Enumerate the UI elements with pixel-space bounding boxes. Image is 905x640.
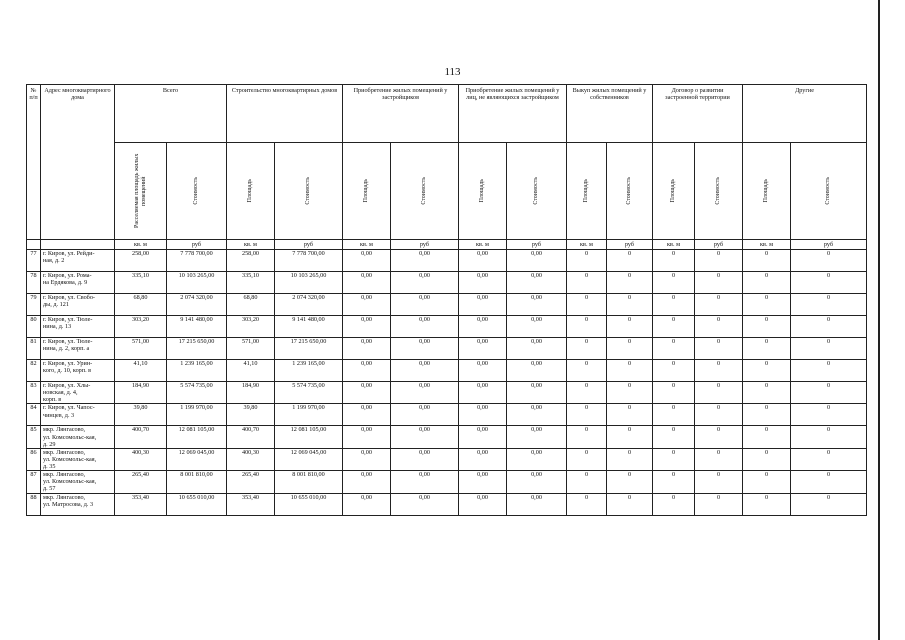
territory-area-cell: 0 bbox=[653, 294, 695, 316]
header-address: Адрес многоквартирного дома bbox=[41, 85, 115, 240]
row-number-cell: 84 bbox=[27, 404, 41, 426]
table-row bbox=[27, 316, 867, 338]
developers-area-cell: 0,00 bbox=[343, 316, 391, 338]
developers-cost-cell: 0,00 bbox=[391, 316, 459, 338]
territory-cost-cell: 0 bbox=[695, 272, 743, 294]
developers-cost-cell: 0,00 bbox=[391, 382, 459, 404]
total-cost-cell: 12 081 105,00 bbox=[167, 426, 227, 448]
non-developers-cost-cell: 0,00 bbox=[507, 294, 567, 316]
developers-area-cell: 0,00 bbox=[343, 272, 391, 294]
header-group-developers: Приобретение жилых помещений у застройщиков bbox=[343, 85, 459, 143]
non-developers-cost-cell: 0,00 bbox=[507, 426, 567, 448]
unit-sqm: кв. м bbox=[115, 240, 167, 250]
header-cost: Стоимость bbox=[275, 143, 343, 240]
non-developers-area-cell: 0,00 bbox=[459, 382, 507, 404]
construction-area-cell: 258,00 bbox=[227, 250, 275, 272]
unit-rub: руб bbox=[391, 240, 459, 250]
developers-area-cell: 0,00 bbox=[343, 294, 391, 316]
territory-area-cell: 0 bbox=[653, 426, 695, 448]
header-area: Площадь bbox=[567, 143, 607, 240]
table-row bbox=[27, 382, 867, 404]
developers-cost-cell: 0,00 bbox=[391, 338, 459, 360]
header-group-construction: Строительство многоквартирных домов bbox=[227, 85, 343, 143]
row-number-cell: 86 bbox=[27, 448, 41, 470]
buyout-area-cell: 0 bbox=[567, 493, 607, 515]
header-group-buyout: Выкуп жилых помещений у собственников bbox=[567, 85, 653, 143]
developers-area-cell: 0,00 bbox=[343, 360, 391, 382]
non-developers-area-cell: 0,00 bbox=[459, 493, 507, 515]
table-body bbox=[27, 250, 867, 516]
territory-cost-cell: 0 bbox=[695, 360, 743, 382]
total-area-cell: 353,40 bbox=[115, 493, 167, 515]
header-group-total: Всего bbox=[115, 85, 227, 143]
row-address-cell: мкр. Лянгасово, ул. Матросова, д. 3 bbox=[41, 493, 115, 515]
buyout-area-cell: 0 bbox=[567, 338, 607, 360]
territory-area-cell: 0 bbox=[653, 316, 695, 338]
construction-cost-cell: 17 215 650,00 bbox=[275, 338, 343, 360]
row-address-cell: г. Киров, ул. Урин- кого, д. 10, корп. в bbox=[41, 360, 115, 382]
total-area-cell: 400,70 bbox=[115, 426, 167, 448]
row-number-cell: 78 bbox=[27, 272, 41, 294]
other-cost-cell: 0 bbox=[791, 272, 867, 294]
buyout-cost-cell: 0 bbox=[607, 272, 653, 294]
units-row bbox=[27, 240, 867, 250]
non-developers-cost-cell: 0,00 bbox=[507, 404, 567, 426]
header-total-area: Расселяемая площадь жилых помещений bbox=[115, 143, 167, 240]
other-area-cell: 0 bbox=[743, 338, 791, 360]
row-address-cell: г. Киров, ул. Свобо- ды, д. 121 bbox=[41, 294, 115, 316]
developers-cost-cell: 0,00 bbox=[391, 360, 459, 382]
non-developers-area-cell: 0,00 bbox=[459, 471, 507, 493]
total-area-cell: 400,30 bbox=[115, 448, 167, 470]
construction-cost-cell: 12 069 045,00 bbox=[275, 448, 343, 470]
other-area-cell: 0 bbox=[743, 448, 791, 470]
resettlement-table bbox=[26, 84, 867, 516]
construction-area-cell: 265,40 bbox=[227, 471, 275, 493]
developers-area-cell: 0,00 bbox=[343, 448, 391, 470]
header-area: Площадь bbox=[227, 143, 275, 240]
total-cost-cell: 10 103 265,00 bbox=[167, 272, 227, 294]
non-developers-area-cell: 0,00 bbox=[459, 360, 507, 382]
construction-area-cell: 400,70 bbox=[227, 426, 275, 448]
developers-area-cell: 0,00 bbox=[343, 404, 391, 426]
construction-cost-cell: 9 141 480,00 bbox=[275, 316, 343, 338]
header-cost: Стоимость bbox=[391, 143, 459, 240]
other-cost-cell: 0 bbox=[791, 426, 867, 448]
non-developers-cost-cell: 0,00 bbox=[507, 493, 567, 515]
total-area-cell: 571,00 bbox=[115, 338, 167, 360]
total-area-cell: 39,80 bbox=[115, 404, 167, 426]
developers-area-cell: 0,00 bbox=[343, 426, 391, 448]
total-cost-cell: 1 199 970,00 bbox=[167, 404, 227, 426]
unit-sqm: кв. м bbox=[343, 240, 391, 250]
page-edge-line bbox=[878, 0, 880, 640]
header-cost: Стоимость bbox=[167, 143, 227, 240]
other-cost-cell: 0 bbox=[791, 404, 867, 426]
territory-cost-cell: 0 bbox=[695, 316, 743, 338]
buyout-cost-cell: 0 bbox=[607, 338, 653, 360]
unit-rub: руб bbox=[695, 240, 743, 250]
non-developers-area-cell: 0,00 bbox=[459, 404, 507, 426]
row-number-cell: 83 bbox=[27, 382, 41, 404]
non-developers-cost-cell: 0,00 bbox=[507, 471, 567, 493]
other-area-cell: 0 bbox=[743, 382, 791, 404]
row-number-cell: 82 bbox=[27, 360, 41, 382]
construction-area-cell: 571,00 bbox=[227, 338, 275, 360]
row-number-cell: 79 bbox=[27, 294, 41, 316]
construction-cost-cell: 10 103 265,00 bbox=[275, 272, 343, 294]
total-cost-cell: 7 778 700,00 bbox=[167, 250, 227, 272]
total-cost-cell: 8 001 810,00 bbox=[167, 471, 227, 493]
territory-area-cell: 0 bbox=[653, 272, 695, 294]
header-num: № п/п bbox=[27, 85, 41, 240]
territory-area-cell: 0 bbox=[653, 471, 695, 493]
construction-area-cell: 39,80 bbox=[227, 404, 275, 426]
table-row bbox=[27, 448, 867, 470]
non-developers-cost-cell: 0,00 bbox=[507, 250, 567, 272]
total-area-cell: 184,90 bbox=[115, 382, 167, 404]
other-cost-cell: 0 bbox=[791, 448, 867, 470]
developers-cost-cell: 0,00 bbox=[391, 250, 459, 272]
table-row bbox=[27, 404, 867, 426]
construction-cost-cell: 7 778 700,00 bbox=[275, 250, 343, 272]
row-address-cell: г. Киров, ул. Рейди- ная, д. 2 bbox=[41, 250, 115, 272]
construction-cost-cell: 10 655 010,00 bbox=[275, 493, 343, 515]
buyout-area-cell: 0 bbox=[567, 448, 607, 470]
row-number-cell: 85 bbox=[27, 426, 41, 448]
buyout-area-cell: 0 bbox=[567, 294, 607, 316]
construction-area-cell: 303,20 bbox=[227, 316, 275, 338]
construction-cost-cell: 8 001 810,00 bbox=[275, 471, 343, 493]
other-cost-cell: 0 bbox=[791, 382, 867, 404]
table-row bbox=[27, 493, 867, 515]
other-cost-cell: 0 bbox=[791, 493, 867, 515]
total-cost-cell: 5 574 735,00 bbox=[167, 382, 227, 404]
other-area-cell: 0 bbox=[743, 426, 791, 448]
developers-area-cell: 0,00 bbox=[343, 250, 391, 272]
unit-rub: руб bbox=[275, 240, 343, 250]
territory-area-cell: 0 bbox=[653, 493, 695, 515]
other-cost-cell: 0 bbox=[791, 250, 867, 272]
total-area-cell: 303,20 bbox=[115, 316, 167, 338]
construction-area-cell: 184,90 bbox=[227, 382, 275, 404]
territory-area-cell: 0 bbox=[653, 338, 695, 360]
territory-cost-cell: 0 bbox=[695, 250, 743, 272]
total-area-cell: 335,10 bbox=[115, 272, 167, 294]
row-address-cell: г. Киров, ул. Тюле- нина, д. 13 bbox=[41, 316, 115, 338]
territory-area-cell: 0 bbox=[653, 360, 695, 382]
header-cost: Стоимость bbox=[607, 143, 653, 240]
buyout-area-cell: 0 bbox=[567, 426, 607, 448]
non-developers-cost-cell: 0,00 bbox=[507, 272, 567, 294]
developers-cost-cell: 0,00 bbox=[391, 404, 459, 426]
developers-area-cell: 0,00 bbox=[343, 493, 391, 515]
territory-area-cell: 0 bbox=[653, 404, 695, 426]
territory-area-cell: 0 bbox=[653, 382, 695, 404]
non-developers-area-cell: 0,00 bbox=[459, 426, 507, 448]
non-developers-cost-cell: 0,00 bbox=[507, 448, 567, 470]
table-row bbox=[27, 426, 867, 448]
row-address-cell: мкр. Лянгасово, ул. Комсомольс-кая, д. 29 bbox=[41, 426, 115, 448]
row-address-cell: г. Киров, ул. Рома- на Ердякова, д. 9 bbox=[41, 272, 115, 294]
unit-rub: руб bbox=[507, 240, 567, 250]
other-cost-cell: 0 bbox=[791, 294, 867, 316]
header-cost: Стоимость bbox=[695, 143, 743, 240]
buyout-area-cell: 0 bbox=[567, 404, 607, 426]
buyout-cost-cell: 0 bbox=[607, 471, 653, 493]
table-row bbox=[27, 471, 867, 493]
unit-rub: руб bbox=[167, 240, 227, 250]
territory-cost-cell: 0 bbox=[695, 493, 743, 515]
row-number-cell: 77 bbox=[27, 250, 41, 272]
buyout-area-cell: 0 bbox=[567, 360, 607, 382]
page-number: 113 bbox=[444, 66, 461, 78]
total-area-cell: 258,00 bbox=[115, 250, 167, 272]
buyout-area-cell: 0 bbox=[567, 382, 607, 404]
unit-sqm: кв. м bbox=[227, 240, 275, 250]
developers-cost-cell: 0,00 bbox=[391, 426, 459, 448]
header-group-non-developers: Приобретение жилых помещений у лиц, не являющихся застройщиком bbox=[459, 85, 567, 143]
other-area-cell: 0 bbox=[743, 294, 791, 316]
construction-cost-cell: 12 081 105,00 bbox=[275, 426, 343, 448]
buyout-cost-cell: 0 bbox=[607, 382, 653, 404]
other-area-cell: 0 bbox=[743, 316, 791, 338]
non-developers-cost-cell: 0,00 bbox=[507, 338, 567, 360]
buyout-area-cell: 0 bbox=[567, 250, 607, 272]
row-address-cell: г. Киров, ул. Чапос- чинцев, д. 3 bbox=[41, 404, 115, 426]
other-area-cell: 0 bbox=[743, 272, 791, 294]
total-cost-cell: 9 141 480,00 bbox=[167, 316, 227, 338]
territory-cost-cell: 0 bbox=[695, 404, 743, 426]
header-group-territory: Договор о развитии застроенной территории bbox=[653, 85, 743, 143]
buyout-cost-cell: 0 bbox=[607, 360, 653, 382]
header-area: Площадь bbox=[653, 143, 695, 240]
unit-sqm: кв. м bbox=[743, 240, 791, 250]
construction-cost-cell: 2 074 320,00 bbox=[275, 294, 343, 316]
developers-cost-cell: 0,00 bbox=[391, 294, 459, 316]
construction-area-cell: 353,40 bbox=[227, 493, 275, 515]
other-area-cell: 0 bbox=[743, 471, 791, 493]
construction-area-cell: 41,10 bbox=[227, 360, 275, 382]
construction-cost-cell: 1 239 165,00 bbox=[275, 360, 343, 382]
non-developers-area-cell: 0,00 bbox=[459, 294, 507, 316]
non-developers-area-cell: 0,00 bbox=[459, 272, 507, 294]
unit-sqm: кв. м bbox=[567, 240, 607, 250]
header-row-subcolumns bbox=[27, 143, 867, 240]
total-area-cell: 68,80 bbox=[115, 294, 167, 316]
header-area: Площадь bbox=[343, 143, 391, 240]
territory-cost-cell: 0 bbox=[695, 448, 743, 470]
total-cost-cell: 17 215 650,00 bbox=[167, 338, 227, 360]
developers-cost-cell: 0,00 bbox=[391, 272, 459, 294]
table-row bbox=[27, 360, 867, 382]
total-area-cell: 265,40 bbox=[115, 471, 167, 493]
other-cost-cell: 0 bbox=[791, 471, 867, 493]
total-cost-cell: 2 074 320,00 bbox=[167, 294, 227, 316]
other-cost-cell: 0 bbox=[791, 360, 867, 382]
other-area-cell: 0 bbox=[743, 250, 791, 272]
row-address-cell: мкр. Лянгасово, ул. Комсомольс-кая, д. 35 bbox=[41, 448, 115, 470]
total-cost-cell: 10 655 010,00 bbox=[167, 493, 227, 515]
buyout-area-cell: 0 bbox=[567, 471, 607, 493]
row-address-cell: мкр. Лянгасово, ул. Комсомольс-кая, д. 57 bbox=[41, 471, 115, 493]
table-row bbox=[27, 294, 867, 316]
header-row-groups bbox=[27, 85, 867, 143]
row-address-cell: г. Киров, ул. Хлы- новская, д. 4, корп. в bbox=[41, 382, 115, 404]
row-number-cell: 87 bbox=[27, 471, 41, 493]
buyout-cost-cell: 0 bbox=[607, 493, 653, 515]
table-row bbox=[27, 272, 867, 294]
other-area-cell: 0 bbox=[743, 360, 791, 382]
header-area: Площадь bbox=[459, 143, 507, 240]
row-number-cell: 80 bbox=[27, 316, 41, 338]
total-cost-cell: 12 069 045,00 bbox=[167, 448, 227, 470]
non-developers-cost-cell: 0,00 bbox=[507, 360, 567, 382]
row-number-cell: 81 bbox=[27, 338, 41, 360]
buyout-cost-cell: 0 bbox=[607, 250, 653, 272]
header-group-other: Другие bbox=[743, 85, 867, 143]
header-cost: Стоимость bbox=[791, 143, 867, 240]
table-row bbox=[27, 338, 867, 360]
buyout-area-cell: 0 bbox=[567, 316, 607, 338]
developers-area-cell: 0,00 bbox=[343, 338, 391, 360]
other-area-cell: 0 bbox=[743, 493, 791, 515]
territory-cost-cell: 0 bbox=[695, 338, 743, 360]
territory-cost-cell: 0 bbox=[695, 426, 743, 448]
developers-cost-cell: 0,00 bbox=[391, 493, 459, 515]
row-address-cell: г. Киров, ул. Тюле- нина, д. 2, корп. а bbox=[41, 338, 115, 360]
header-area: Площадь bbox=[743, 143, 791, 240]
construction-area-cell: 68,80 bbox=[227, 294, 275, 316]
other-cost-cell: 0 bbox=[791, 316, 867, 338]
buyout-area-cell: 0 bbox=[567, 272, 607, 294]
non-developers-area-cell: 0,00 bbox=[459, 448, 507, 470]
table-row bbox=[27, 250, 867, 272]
total-cost-cell: 1 239 165,00 bbox=[167, 360, 227, 382]
territory-cost-cell: 0 bbox=[695, 471, 743, 493]
developers-area-cell: 0,00 bbox=[343, 471, 391, 493]
units-empty bbox=[27, 240, 41, 250]
unit-rub: руб bbox=[791, 240, 867, 250]
construction-area-cell: 335,10 bbox=[227, 272, 275, 294]
developers-area-cell: 0,00 bbox=[343, 382, 391, 404]
buyout-cost-cell: 0 bbox=[607, 426, 653, 448]
territory-area-cell: 0 bbox=[653, 250, 695, 272]
buyout-cost-cell: 0 bbox=[607, 448, 653, 470]
other-area-cell: 0 bbox=[743, 404, 791, 426]
territory-area-cell: 0 bbox=[653, 448, 695, 470]
non-developers-cost-cell: 0,00 bbox=[507, 316, 567, 338]
construction-cost-cell: 5 574 735,00 bbox=[275, 382, 343, 404]
total-area-cell: 41,10 bbox=[115, 360, 167, 382]
non-developers-area-cell: 0,00 bbox=[459, 316, 507, 338]
unit-rub: руб bbox=[607, 240, 653, 250]
developers-cost-cell: 0,00 bbox=[391, 471, 459, 493]
non-developers-cost-cell: 0,00 bbox=[507, 382, 567, 404]
construction-area-cell: 400,30 bbox=[227, 448, 275, 470]
territory-cost-cell: 0 bbox=[695, 382, 743, 404]
buyout-cost-cell: 0 bbox=[607, 316, 653, 338]
developers-cost-cell: 0,00 bbox=[391, 448, 459, 470]
buyout-cost-cell: 0 bbox=[607, 294, 653, 316]
territory-cost-cell: 0 bbox=[695, 294, 743, 316]
row-number-cell: 88 bbox=[27, 493, 41, 515]
construction-cost-cell: 1 199 970,00 bbox=[275, 404, 343, 426]
unit-sqm: кв. м bbox=[653, 240, 695, 250]
non-developers-area-cell: 0,00 bbox=[459, 338, 507, 360]
units-empty bbox=[41, 240, 115, 250]
header-cost: Стоимость bbox=[507, 143, 567, 240]
unit-sqm: кв. м bbox=[459, 240, 507, 250]
non-developers-area-cell: 0,00 bbox=[459, 250, 507, 272]
buyout-cost-cell: 0 bbox=[607, 404, 653, 426]
other-cost-cell: 0 bbox=[791, 338, 867, 360]
